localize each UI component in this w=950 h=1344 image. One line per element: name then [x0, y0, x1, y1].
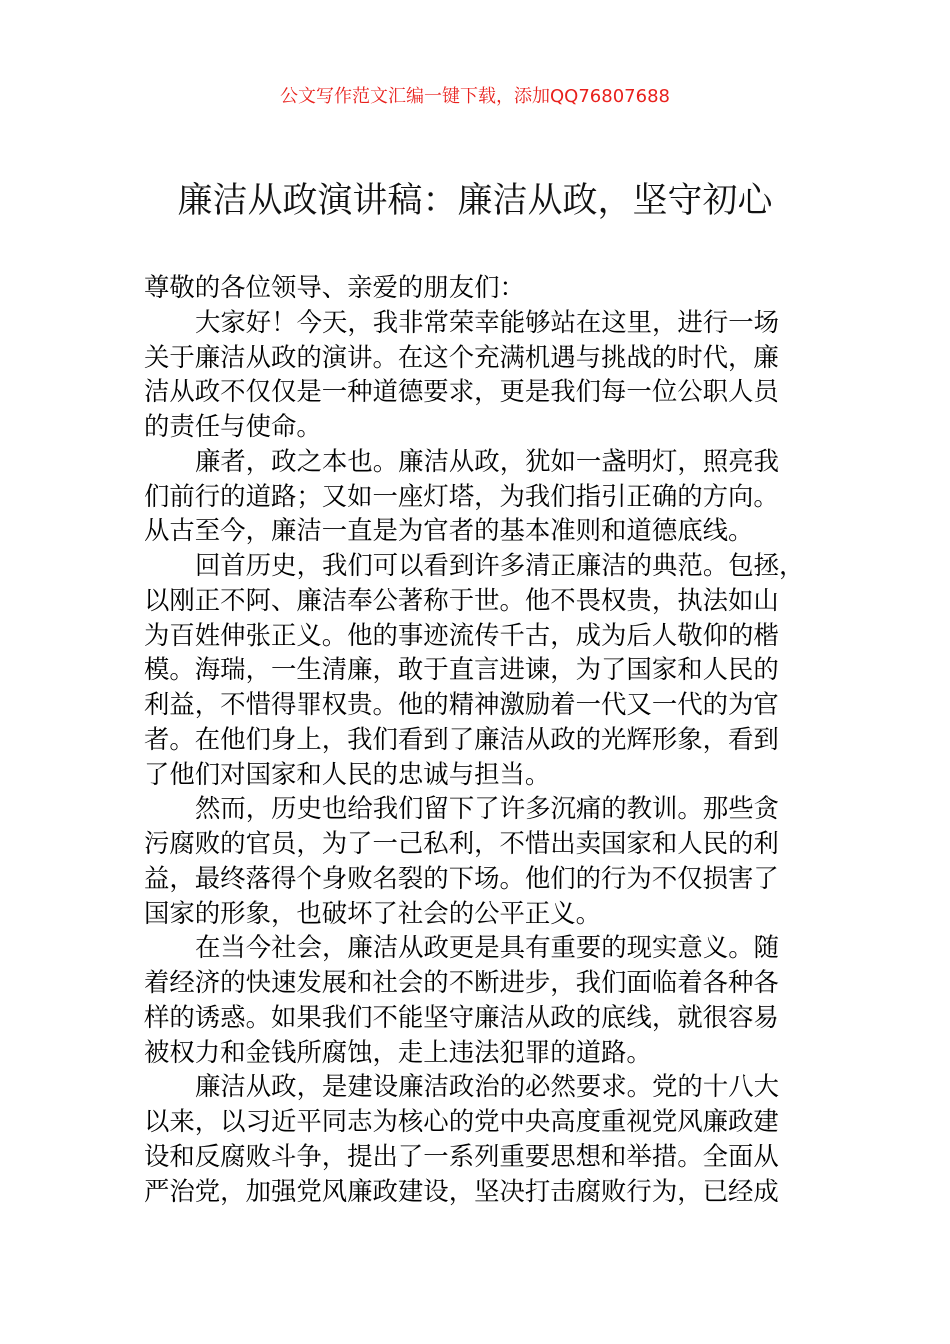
text-line: 尊敬的各位领导、亲爱的朋友们：	[144, 272, 525, 302]
document-body	[144, 270, 844, 1208]
text-line: 了他们对国家和人民的忠诚与担当。	[144, 758, 551, 789]
text-line: 在当今社会，廉洁从政更是具有重要的现实意义。随	[195, 932, 779, 963]
text-line: 们前行的道路；又如一座灯塔，为我们指引正确的方向。	[144, 480, 779, 511]
text-line: 严治党，加强党风廉政建设，坚决打击腐败行为，已经成	[144, 1175, 779, 1206]
text-line: 国家的形象，也破坏了社会的公平正义。	[144, 897, 602, 928]
text-line: 为百姓伸张正义。他的事迹流传千古，成为后人敬仰的楷	[144, 619, 779, 650]
text-line: 着经济的快速发展和社会的不断进步，我们面临着各种各	[144, 967, 779, 997]
text-line: 者。在他们身上，我们看到了廉洁从政的光辉形象，看到	[144, 723, 779, 754]
text-line: 被权力和金钱所腐蚀，走上违法犯罪的道路。	[144, 1036, 652, 1067]
text-line: 从古至今，廉洁一直是为官者的基本准则和道德底线。	[144, 515, 754, 546]
text-line: 回首历史，我们可以看到许多清正廉洁的典范。包拯，	[195, 550, 805, 580]
text-line: 模。海瑞，一生清廉，敢于直言进谏，为了国家和人民的	[144, 654, 779, 685]
text-line: 关于廉洁从政的演讲。在这个充满机遇与挑战的时代，廉	[144, 341, 779, 372]
text-line: 的责任与使命。	[144, 411, 322, 441]
text-line: 以来，以习近平同志为核心的党中央高度重视党风廉政建	[144, 1106, 779, 1136]
text-line: 洁从政不仅仅是一种道德要求，更是我们每一位公职人员	[144, 376, 779, 407]
text-line: 大家好！今天，我非常荣幸能够站在这里，进行一场	[195, 306, 779, 337]
text-line: 廉洁从政，是建设廉洁政治的必然要求。党的十八大	[195, 1071, 779, 1102]
text-line: 样的诱惑。如果我们不能坚守廉洁从政的底线，就很容易	[144, 1001, 779, 1032]
text-line: 设和反腐败斗争，提出了一系列重要思想和举措。全面从	[144, 1140, 779, 1171]
text-line: 以刚正不阿、廉洁奉公著称于世。他不畏权贵，执法如山	[144, 584, 779, 615]
document-title: 廉洁从政演讲稿：廉洁从政，坚守初心	[177, 181, 773, 221]
text-line: 廉者，政之本也。廉洁从政，犹如一盏明灯，照亮我	[195, 445, 779, 476]
text-line: 然而，历史也给我们留下了许多沉痛的教训。那些贪	[195, 793, 779, 824]
text-line: 污腐败的官员，为了一己私利，不惜出卖国家和人民的利	[144, 828, 779, 858]
download-banner: 公文写作范文汇编一键下载，添加QQ76807688	[280, 86, 670, 107]
text-line: 益，最终落得个身败名裂的下场。他们的行为不仅损害了	[144, 862, 779, 893]
text-line: 利益，不惜得罪权贵。他的精神激励着一代又一代的为官	[144, 689, 779, 719]
